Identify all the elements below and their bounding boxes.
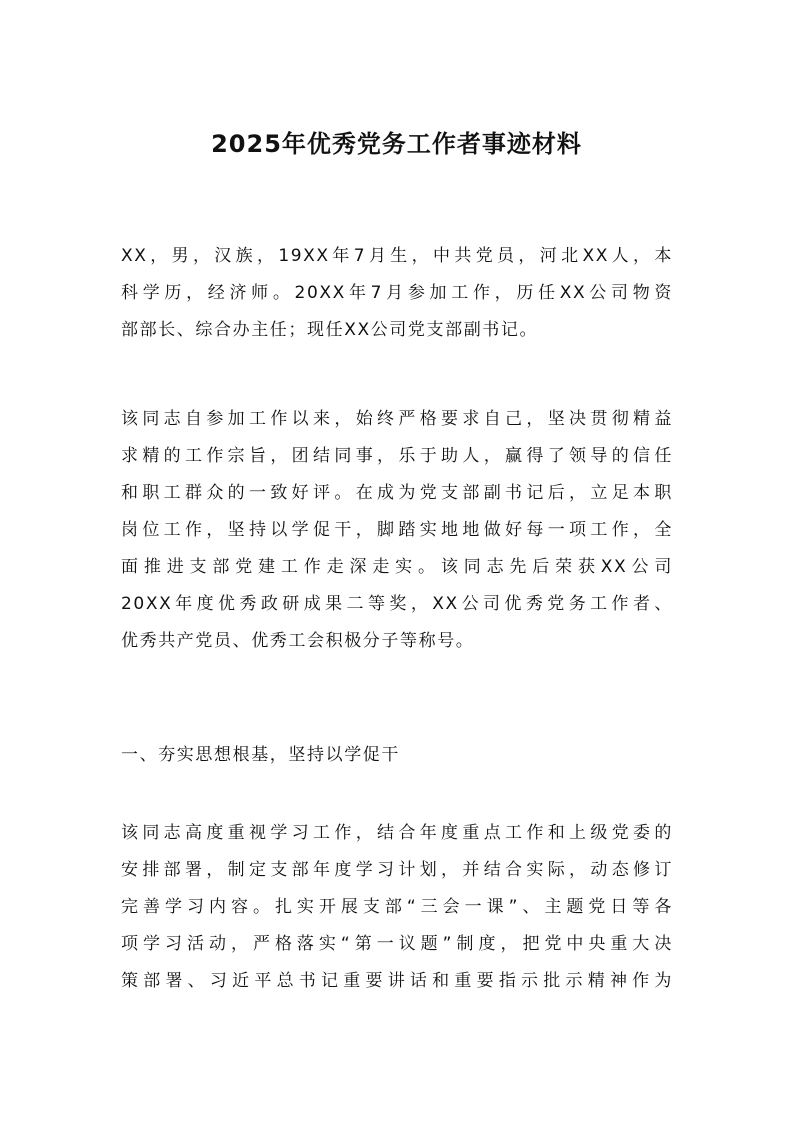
text-line: 完善学习内容。扎实开展支部“三会一课”、主题党日等各: [121, 897, 673, 917]
text-line: 策部署、习近平总书记重要讲话和重要指示批示精神作为: [121, 971, 673, 991]
text-line: 安排部署，制定支部年度学习计划，并结合实际，动态修订: [121, 860, 673, 880]
paragraph-intro: [121, 238, 673, 349]
text-line: XX，男，汉族，19XX年7月生，中共党员，河北XX人，本: [121, 246, 673, 266]
text-line: 该同志自参加工作以来，始终严格要求自己，坚决贯彻精益: [121, 409, 673, 429]
text-line: 优秀共产党员、优秀工会积极分子等称号。: [121, 631, 475, 651]
text-line: 部部长、综合办主任；现任XX公司党支部副书记。: [121, 320, 539, 340]
text-line: 岗位工作，坚持以学促干，脚踏实地地做好每一项工作，全: [121, 520, 673, 540]
text-line: 求精的工作宗旨，团结同事，乐于助人，赢得了领导的信任: [121, 446, 673, 466]
paragraph-summary: [121, 401, 673, 660]
text-line: 项学习活动，严格落实“第一议题”制度，把党中央重大决: [121, 934, 673, 954]
section-heading: 一、夯实思想根基，坚持以学促干: [121, 745, 400, 765]
text-line: 该同志高度重视学习工作，结合年度重点工作和上级党委的: [121, 823, 673, 843]
text-line: 科学历，经济师。20XX年7月参加工作，历任XX公司物资: [121, 283, 673, 303]
paragraph-study: [121, 815, 673, 1000]
text-line: 20XX年度优秀政研成果二等奖，XX公司优秀党务工作者、: [121, 594, 673, 614]
text-line: 和职工群众的一致好评。在成为党支部副书记后，立足本职: [121, 483, 673, 503]
document-title: 2025年优秀党务工作者事迹材料: [211, 130, 582, 158]
text-line: 面推进支部党建工作走深走实。该同志先后荣获XX公司: [121, 557, 673, 577]
